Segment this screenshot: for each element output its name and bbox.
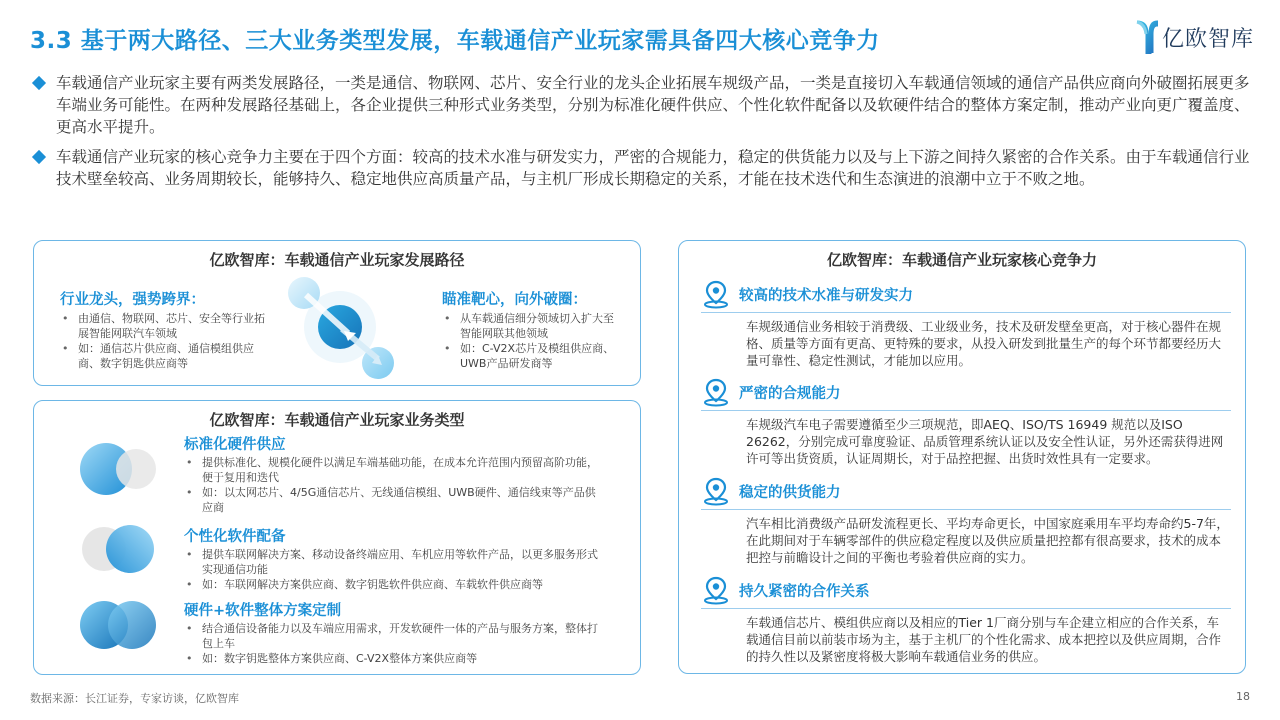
path-list	[442, 311, 622, 371]
biz-list	[184, 621, 604, 666]
divider	[701, 312, 1231, 313]
list-item: • 如：以太网芯片、4/5G通信芯片、无线通信模组、UWB硬件、通信线束等产品供应商	[184, 485, 604, 515]
diamond-bullet-icon	[32, 76, 46, 90]
comp-body: 车规级通信业务相较于消费级、工业级业务，技术及研发壁垒更高，对于核心器件在规格、质量等方面有更高、更特殊的要求，从投入研发到批量生产的每个环节都要经历大量可靠性、稳定性测试，才能加以应用。	[746, 319, 1222, 368]
list-item: • 如：C-V2X芯片及模组供应商、UWB产品研发商等	[442, 341, 622, 371]
bullet-item	[30, 72, 1255, 138]
panel-title: 亿欧智库：车载通信产业玩家发展路径	[209, 251, 465, 269]
location-pin-icon	[701, 476, 731, 506]
biz-list	[184, 547, 604, 592]
comp-item-tech	[701, 279, 1231, 369]
comp-header	[701, 377, 1231, 407]
comp-item-compliance	[701, 377, 1231, 467]
divider	[701, 410, 1231, 411]
list-item: • 结合通信设备能力以及车端应用需求，开发软硬件一体的产品与服务方案，整体打包上车	[184, 621, 604, 651]
comp-heading: 稳定的供货能力	[739, 484, 841, 501]
comp-header	[701, 279, 1231, 309]
list-item: • 如：数字钥匙整体方案供应商、C-V2X整体方案供应商等	[184, 651, 604, 666]
diamond-bullet-icon	[32, 150, 46, 164]
path-left-block	[60, 288, 270, 371]
logo-text: 亿欧智库	[1161, 26, 1254, 52]
page-number: 18	[1236, 690, 1250, 703]
biz-heading: 标准化硬件供应	[184, 437, 286, 453]
path-right-block	[442, 288, 622, 371]
list-item: • 如：通信芯片供应商、通信模组供应商、数字钥匙供应商等	[60, 341, 270, 371]
path-heading: 行业龙头，强势跨界：	[60, 292, 205, 308]
list-item: • 如：车联网解决方案供应商、数字钥匙软件供应商、车载软件供应商等	[184, 577, 604, 592]
core-competence-panel	[678, 240, 1246, 674]
biz-item-hardware	[184, 433, 604, 515]
panel-title: 亿欧智库：车载通信产业玩家核心竞争力	[826, 251, 1097, 269]
comp-heading: 持久紧密的合作关系	[739, 583, 870, 600]
bullet-text: 车载通信产业玩家主要有两类发展路径，一类是通信、物联网、芯片、安全行业的龙头企业拓展车规级产品，一类是直接切入车载通信领域的通信产品供应商向外破圈拓展更多车端业务可能性。在两种发展路径基础上，各企业提供三种形式业务类型，分别为标准化硬件供应、个性化软件配备以及软硬件结合的整体方案定制，推动产业向更广覆盖度、更高水平提升。	[56, 74, 1250, 136]
logo-mark-icon	[1136, 20, 1158, 54]
logo	[1136, 20, 1254, 54]
business-type-panel	[33, 400, 641, 675]
comp-heading: 较高的技术水准与研发实力	[739, 287, 913, 304]
location-pin-icon	[701, 279, 731, 309]
divider	[701, 509, 1231, 510]
hardware-circles-icon	[78, 441, 158, 497]
biz-heading: 硬件+软件整体方案定制	[184, 603, 342, 619]
comp-header	[701, 476, 1231, 506]
comp-body: 车载通信芯片、模组供应商以及相应的Tier 1厂商分别与车企建立相应的合作关系，车载通信目前以前装市场为主，基于主机厂的个性化需求、成本把控以及供应周期，合作的持久性以及紧密度将极大影响车载通信业务的供应。	[746, 615, 1222, 664]
biz-heading: 个性化软件配备	[184, 529, 286, 545]
development-path-panel	[33, 240, 641, 386]
biz-list	[184, 455, 604, 515]
bullet-item	[30, 146, 1255, 190]
list-item: • 由通信、物联网、芯片、安全等行业拓展智能网联汽车领域	[60, 311, 270, 341]
comp-body: 车规级汽车电子需要遵循至少三项规范，即AEQ、ISO/TS 16949 规范以及ISO 26262，分别完成可靠度验证、品质管理系统认证以及安全性认证，另外还需获得进网许可等出货资质，认证周期长，对于品控把握、出货时效性具有一定要求。	[746, 417, 1224, 466]
biz-item-integrated	[184, 599, 604, 666]
path-list	[60, 311, 270, 371]
page-title: 3.3 基于两大路径、三大业务类型发展，车载通信产业玩家需具备四大核心竞争力	[30, 28, 880, 54]
location-pin-icon	[701, 377, 731, 407]
location-pin-icon	[701, 575, 731, 605]
comp-header	[701, 575, 1231, 605]
comp-item-cooperation	[701, 575, 1231, 665]
panel-title: 亿欧智库：车载通信产业玩家业务类型	[209, 411, 465, 429]
intro-bullets	[30, 72, 1255, 198]
software-circles-icon	[78, 521, 158, 577]
divider	[701, 608, 1231, 609]
data-source: 数据来源：长江证券，专家访谈，亿欧智库	[30, 692, 239, 705]
list-item: • 提供车联网解决方案、移动设备终端应用、车机应用等软件产品，以更多服务形式实现通信功能	[184, 547, 604, 577]
biz-item-software	[184, 525, 604, 592]
path-diagram-icon	[282, 271, 402, 381]
integrated-circles-icon	[78, 597, 158, 653]
comp-body: 汽车相比消费级产品研发流程更长、平均寿命更长，中国家庭乘用车平均寿命约5-7年，在此期间对于车辆零部件的供应稳定程度以及供应质量把控都有很高要求，技术的成本把控与前瞻设计之间的平衡也考验着供应商的实力。	[746, 516, 1229, 565]
bullet-text: 车载通信产业玩家的核心竞争力主要在于四个方面：较高的技术水准与研发实力，严密的合规能力，稳定的供货能力以及与上下游之间持久紧密的合作关系。由于车载通信行业技术壁垒较高、业务周期较长，能够持久、稳定地供应高质量产品，与主机厂形成长期稳定的关系，才能在技术迭代和生态演进的浪潮中立于不败之地。	[56, 148, 1250, 188]
path-heading: 瞄准靶心，向外破圈：	[442, 292, 587, 308]
list-item: • 从车载通信细分领域切入扩大至智能网联其他领域	[442, 311, 622, 341]
comp-heading: 严密的合规能力	[739, 385, 841, 402]
comp-item-supply	[701, 476, 1231, 566]
list-item: • 提供标准化、规模化硬件以满足车端基础功能，在成本允许范围内预留高阶功能，便于复用和迭代	[184, 455, 604, 485]
